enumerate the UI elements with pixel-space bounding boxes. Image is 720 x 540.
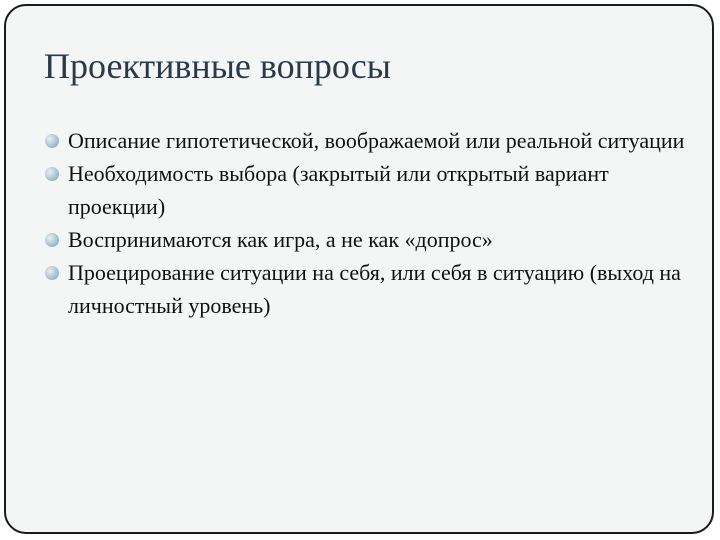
bullet-item [44,223,694,256]
bullet-item [44,256,694,322]
bullet-item [44,157,694,223]
circle-bullet-icon [45,233,59,247]
slide-title: Проективные вопросы [44,46,391,86]
bullet-text: Воспринимаются как игра, а не как «допрос» [68,227,493,252]
bullet-text: Проецирование ситуации на себя, или себя в ситуацию (выход на личностный уровень) [68,260,681,318]
bullet-item [44,124,694,157]
circle-bullet-icon [45,134,59,148]
circle-bullet-icon [45,266,59,280]
slide-frame [4,4,714,534]
bullet-text: Необходимость выбора (закрытый или открытый вариант проекции) [68,161,609,219]
bullet-text: Описание гипотетической, воображаемой или реальной ситуации [68,128,685,153]
circle-bullet-icon [45,167,59,181]
bullet-list [44,124,694,322]
